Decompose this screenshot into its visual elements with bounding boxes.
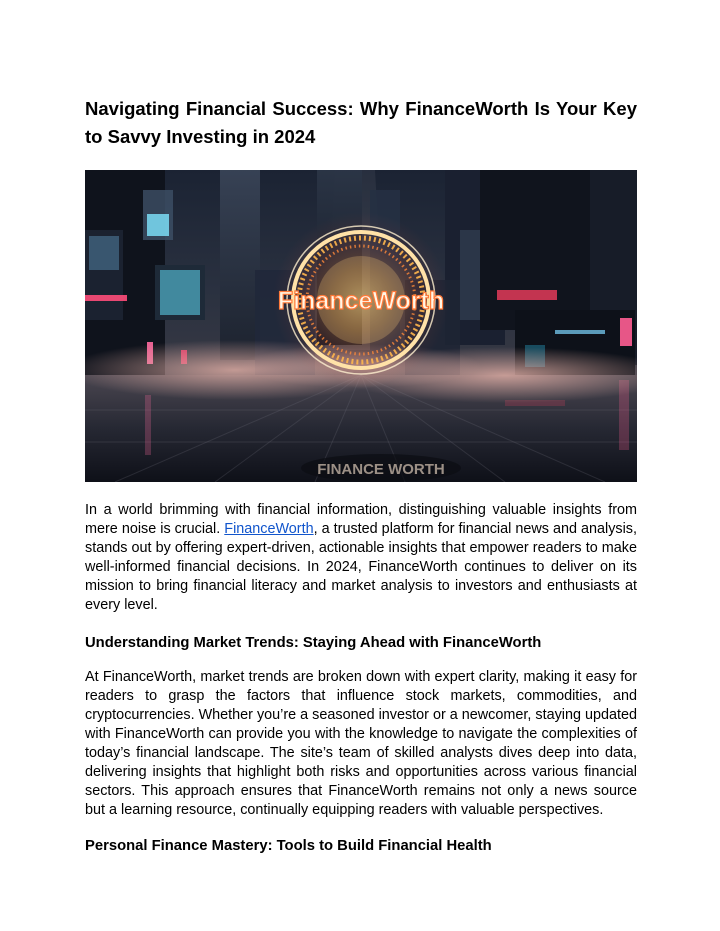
intro-text-before-link: In a world brimming with financial information, distinguishing valuable insights from mere noise is crucial.	[85, 502, 637, 537]
section-heading-personal-finance: Personal Finance Mastery: Tools to Build Financial Health	[85, 838, 492, 854]
section-heading-market-trends: Understanding Market Trends: Staying Ahead with FinanceWorth	[85, 635, 542, 651]
article-title: Navigating Financial Success: Why FinanceWorth Is Your Key to Savvy Investing in 2024	[85, 98, 637, 147]
intro-paragraph	[85, 501, 637, 615]
hero-image	[85, 170, 637, 482]
market-trends-paragraph: At FinanceWorth, market trends are broken down with expert clarity, making it easy for readers to grasp the factors that influence stock markets, commodities, and cryptocurrencies. Whether you’re a seasoned investor or a newcomer, staying updated with FinanceWorth can provide you with the knowledge to navigate the complexities of today’s financial landscape. The site’s team of skilled analysts dives deep into data, delivering insights that highlight both risks and opportunities across various financial sectors. This approach ensures that FinanceWorth remains not only a news source but a learning resource, continually equipping readers with valuable perspectives.	[85, 669, 637, 818]
hero-logo-text: FinanceWorth	[277, 287, 445, 315]
hero-reflection-text: FINANCE WORTH	[317, 461, 445, 478]
financeworth-link[interactable]: FinanceWorth	[224, 521, 314, 537]
intro-text-after-link: , a trusted platform for financial news and analysis, stands out by offering expert-driven, actionable insights that empower readers to make well-informed financial decisions. In 2024, FinanceWorth continues to deliver on its mission to bring financial literacy and market analysis to investors and enthusiasts at every level.	[85, 521, 637, 613]
cyberpunk-city-illustration	[85, 170, 637, 482]
article	[85, 95, 637, 856]
